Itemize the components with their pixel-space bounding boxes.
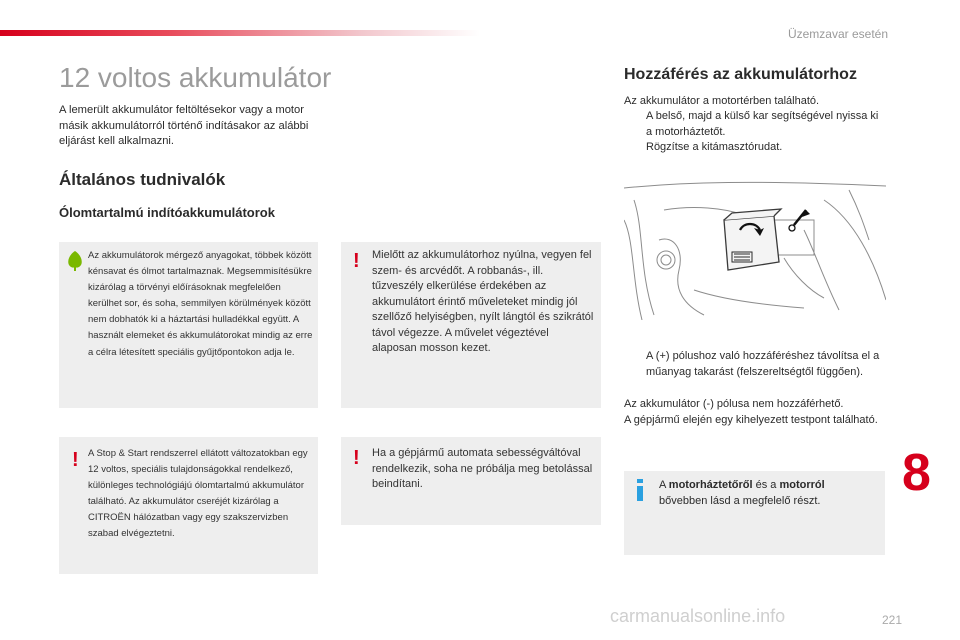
info-text-engine: motorról [779,479,825,491]
watermark: carmanualsonline.info [610,606,786,626]
info-text-bonnet: motorháztetőről [668,479,753,491]
battery-location-text: Az akkumulátor a motortérben található. [624,95,820,107]
recycle-leaf-icon [65,250,85,272]
intro-paragraph: A lemerült akkumulátor feltöltésekor vagy a motor másik akkumulátorról történő indításakor az alábbi eljárást kell alkalmazni. [59,104,309,147]
access-step-open-bonnet: A belső, majd a külső kar segítségével nyissa ki a motorháztetőt. [646,110,879,138]
stop-start-warning-box [59,437,318,574]
section-label: Üzemzavar esetén [787,27,888,41]
warning-icon: ! [353,250,360,272]
safety-warning-box [341,242,601,408]
warning-icon: ! [353,447,360,469]
access-step-fix-stay: Rögzítse a kitámasztórudat. [646,141,783,153]
automatic-gearbox-warning-text: Ha a gépjármű automata sebességváltóval rendelkezik, soha ne próbálja meg betolással beindítani. [372,447,593,490]
automatic-gearbox-warning-box [341,437,601,525]
safety-warning-text: Mielőtt az akkumulátorhoz nyúlna, vegyen fel szem- és arcvédőt. A robbanás-, ill. tűzveszély elkerülése érdekében az akkumulátort érintő műveleteket mindig jól szellőző helyiségben, nyílt lángtól és szikrától távol végezze. A művelet végeztével alaposan mosson kezet. [372,249,594,354]
warning-icon: ! [72,449,79,471]
access-heading: Hozzáférés az akkumulátorhoz [624,66,857,83]
info-text-part: és a [752,479,780,491]
environment-note-text: Az akkumulátorok mérgező anyagokat, többek között kénsavat és ólmot tartalmaznak. Megsemmisítésükre kizárólag a törvényi előírásoknak megfelelően kerülhet sor, és soha, semmilyen körülmények között nem dobhatók ki a háztartási hulladékkal együtt. A használt elemeket és akkumulátorokat mindig az erre a célra létesített speciális gyűjtőpontokon adja le. [88,250,313,358]
earth-point-note: A gépjármű elején egy kihelyezett testpont található. [624,414,878,426]
info-icon [636,479,644,501]
chapter-number: 8 [902,444,931,502]
lead-battery-subheading: Ólomtartalmú indítóakkumulátorok [59,205,275,220]
stop-start-warning-text: A Stop & Start rendszerrel ellátott változatokban egy 12 voltos, speciális tulajdonságokkal rendelkező, különleges technológiájú ólomtartalmú akkumulátor található. Az akkumulátor cseréjét kizárólag a CITROËN hálózatban vagy egy szakszervizben szabad elvégeztetni. [88,448,308,540]
info-text-part: bővebben lásd a megfelelő részt. [659,494,821,507]
page-title: 12 voltos akkumulátor [59,62,332,93]
environment-note-box [59,242,318,408]
header-accent-bar [0,30,480,36]
negative-terminal-note: Az akkumulátor (-) pólusa nem hozzáférhető. [624,398,844,410]
info-text-part: A [659,479,669,491]
page-number: 221 [881,613,902,627]
info-note-text [659,478,874,509]
engine-bay-illustration [624,180,886,320]
general-heading: Általános tudnivalók [59,170,226,189]
access-step-remove-cover: A (+) pólushoz való hozzáféréshez távolítsa el a műanyag takarást (felszereltségtől függően). [646,350,880,378]
